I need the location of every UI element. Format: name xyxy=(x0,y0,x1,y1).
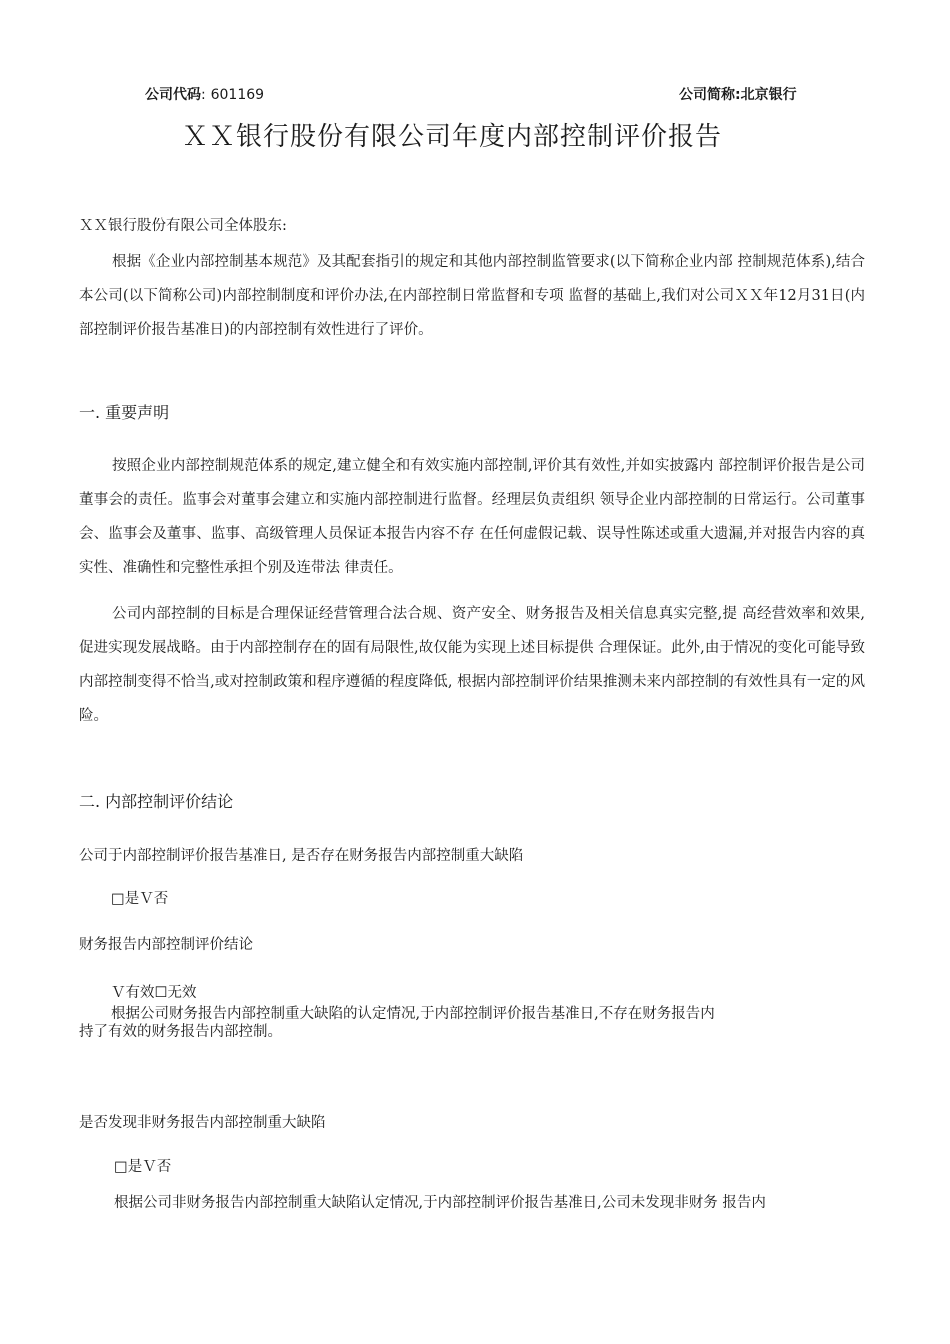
intro-paragraph: 根据《企业内部控制基本规范》及其配套指引的规定和其他内部控制监管要求(以下简称企业内部 控制规范体系),结合本公司(以下简称公司)内部控制制度和评价办法,在内部控制日常监督和专项 监督的基础上,我们对公司ＸＸ年12月31日(内部控制评价报告基准日)的内部控制有效性进行了评价。 xyxy=(79,254,865,338)
company-code xyxy=(145,84,264,104)
company-abbreviation-label: 公司简称: xyxy=(679,87,741,103)
question-1-options: □是Ｖ否 xyxy=(111,891,169,907)
question-2-options: Ｖ有效☐无效 xyxy=(111,985,197,1001)
section-2-heading: 二. 内部控制评价结论 xyxy=(79,792,234,811)
section-1-heading: 一. 重要声明 xyxy=(79,403,170,422)
question-3-text: 根据公司非财务报告内部控制重大缺陷认定情况,于内部控制评价报告基准日,公司未发现非财务 报告内 xyxy=(114,1195,766,1211)
question-2-text-line-1: 根据公司财务报告内部控制重大缺陷的认定情况,于内部控制评价报告基准日,不存在财务报告内 xyxy=(111,1006,715,1022)
company-abbreviation xyxy=(679,84,797,104)
company-abbreviation-value: 北京银行 xyxy=(740,87,797,103)
company-code-label: 公司代码 xyxy=(145,87,201,103)
question-2: 财务报告内部控制评价结论 xyxy=(79,937,253,953)
report-title: ＸＸ银行股份有限公司年度内部控制评价报告 xyxy=(182,122,723,152)
section-1-paragraph-2: 公司内部控制的目标是合理保证经营管理合法合规、资产安全、财务报告及相关信息真实完整,提 高经营效率和效果,促进实现发展战略。由于内部控制存在的固有局限性,故仅能为实现上述目标提供 合理保证。此外,由于情况的变化可能导致内部控制变得不恰当,或对控制政策和程序遵循的程度降低, 根据内部控制评价结果推测未来内部控制的有效性具有一定的风险。 xyxy=(79,606,865,724)
company-code-separator: : xyxy=(201,87,206,103)
question-1: 公司于内部控制评价报告基准日, 是否存在财务报告内部控制重大缺陷 xyxy=(79,848,524,864)
question-3: 是否发现非财务报告内部控制重大缺陷 xyxy=(79,1115,326,1131)
question-3-options: □是Ｖ否 xyxy=(114,1159,172,1175)
section-1-paragraph-1: 按照企业内部控制规范体系的规定,建立健全和有效实施内部控制,评价其有效性,并如实披露内 部控制评价报告是公司董事会的责任。监事会对董事会建立和实施内部控制进行监督。经理层负责组织 领导企业内部控制的日常运行。公司董事会、监事会及董事、监事、高级管理人员保证本报告内容不存 在任何虚假记载、误导性陈述或重大遗漏,并对报告内容的真实性、准确性和完整性承担个别及连带法 律责任。 xyxy=(79,458,865,576)
salutation: ＸＸ银行股份有限公司全体股东: xyxy=(79,218,287,234)
question-2-text-line-2: 持了有效的财务报告内部控制。 xyxy=(79,1024,282,1040)
company-code-value: 601169 xyxy=(210,87,265,103)
